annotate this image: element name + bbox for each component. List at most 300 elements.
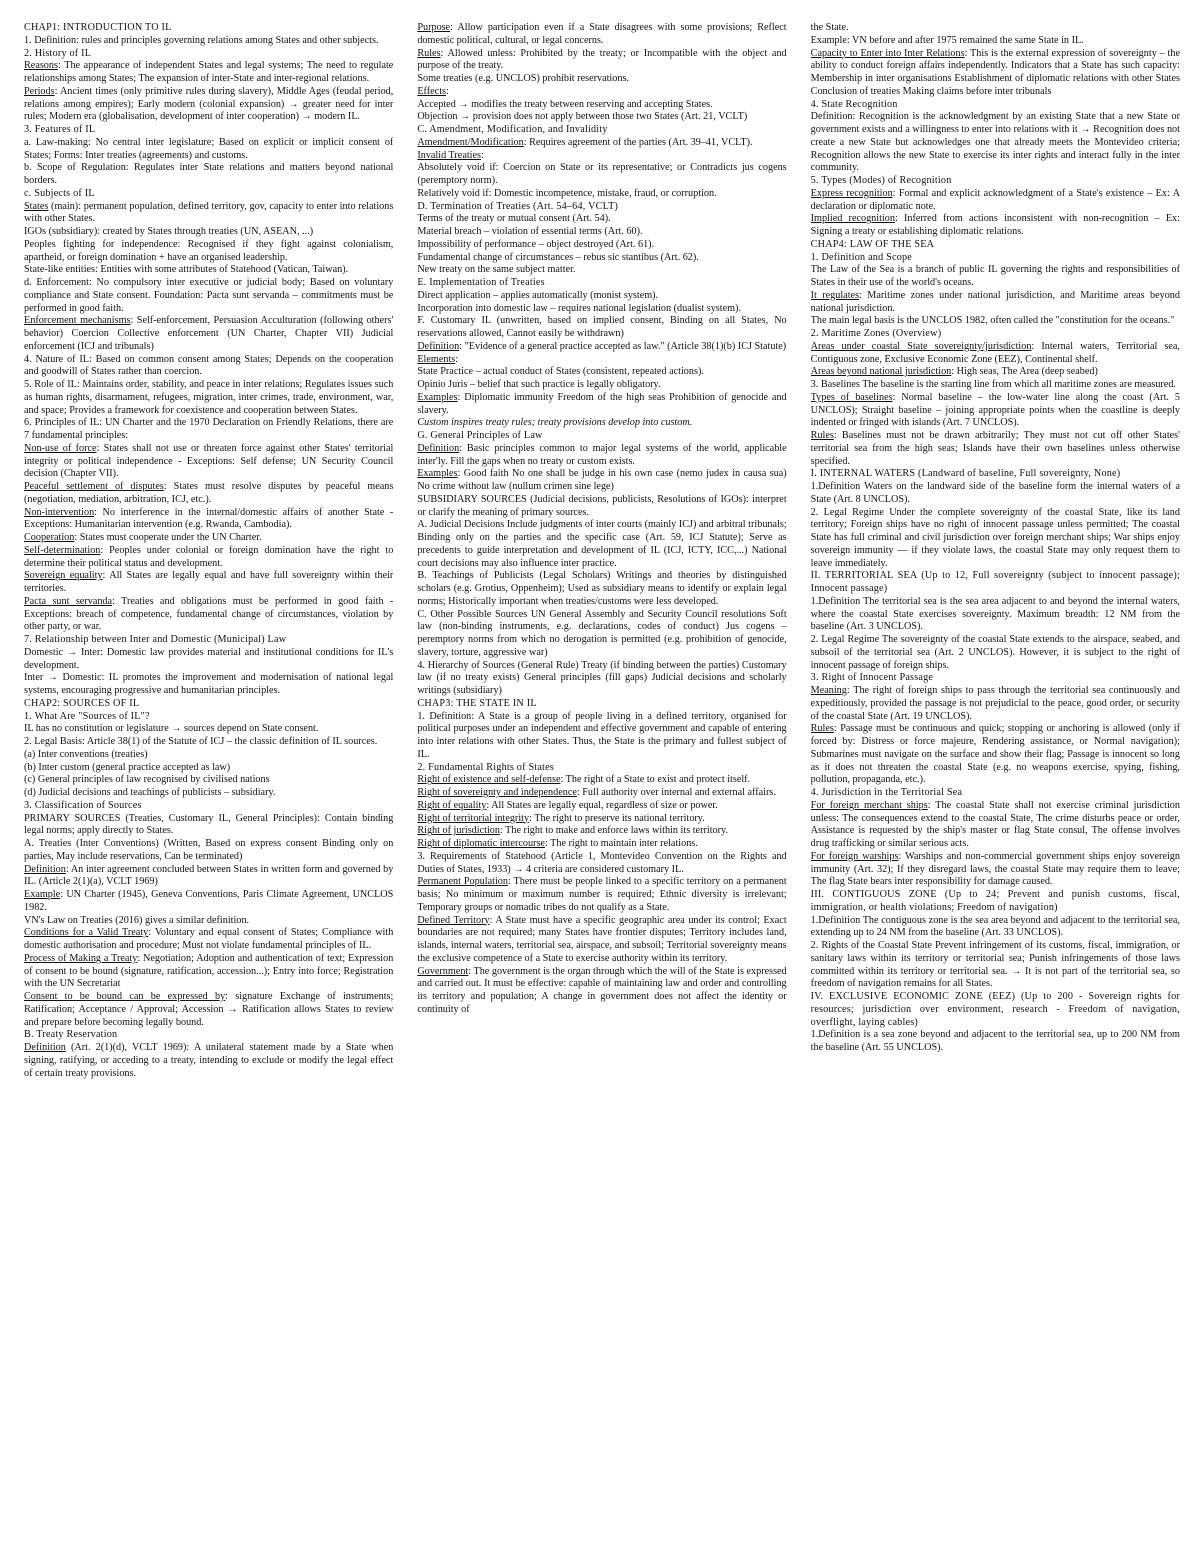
underlined-term: Purpose bbox=[417, 22, 451, 33]
paragraph-text: D. Termination of Treaties (Art. 54–64, VCLT) bbox=[417, 200, 619, 212]
paragraph-text: 3. Classification of Sources bbox=[24, 799, 142, 811]
paragraph-text: : The government is the organ through which the will of the State is expressed and carried out. It must be effective: capable of maintaining law and order and controlling its territory and population; A change in government does not affect the identity or continuity of bbox=[417, 965, 787, 1015]
paragraph-text: CHAP4: LAW OF THE SEA bbox=[810, 238, 935, 250]
paragraph-text: (d) Judicial decisions and teachings of publicists – subsidiary. bbox=[24, 787, 276, 798]
paragraph-text: : Voluntary and equal consent of States; Compliance with domestic authorisation and procedure; Must not violate fundamental principles of IL. bbox=[24, 927, 394, 951]
note-paragraph bbox=[417, 966, 786, 1017]
note-paragraph bbox=[417, 379, 786, 392]
underlined-term: Peaceful settlement of disputes bbox=[24, 481, 164, 492]
column-right bbox=[811, 22, 1180, 1543]
note-paragraph bbox=[24, 762, 393, 775]
note-paragraph bbox=[811, 481, 1180, 507]
paragraph-text: New treaty on the same subject matter. bbox=[417, 264, 576, 276]
note-paragraph bbox=[417, 787, 786, 800]
note-paragraph bbox=[24, 417, 393, 443]
paragraph-text: : The right to maintain inter relations. bbox=[544, 838, 698, 849]
note-paragraph bbox=[811, 22, 1180, 35]
note-paragraph bbox=[24, 723, 393, 736]
paragraph-text: State-like entities: Entities with some attributes of Statehood (Vatican, Taiwan). bbox=[24, 264, 349, 276]
note-paragraph bbox=[24, 749, 393, 762]
underlined-term: Implied recognition bbox=[810, 213, 895, 225]
note-paragraph bbox=[417, 86, 786, 99]
paragraph-text: 1.Definition The contiguous zone is the sea area beyond and adjacent to the territorial sea, extending up to 24 NM from the baseline (Art. 33 UNCLOS). bbox=[810, 914, 1180, 939]
paragraph-text: Peoples fighting for independence: Recognised if they fight against colonialism, apartheid, or foreign domination + have an organised leadership. bbox=[24, 238, 394, 263]
paragraph-text: 5. Types (Modes) of Recognition bbox=[810, 175, 952, 186]
note-paragraph bbox=[24, 60, 393, 86]
note-paragraph bbox=[811, 290, 1180, 316]
underlined-term: Periods bbox=[24, 85, 55, 97]
note-paragraph bbox=[811, 213, 1180, 239]
paragraph-text: : "Evidence of a general practice accepted as law." (Article 38(1)(b) ICJ Statute) bbox=[459, 340, 787, 352]
note-paragraph bbox=[417, 392, 786, 418]
note-paragraph bbox=[811, 48, 1180, 99]
note-paragraph bbox=[811, 1029, 1180, 1055]
paragraph-text: Objection → provision does not apply between those two States (Art. 21, VCLT) bbox=[417, 111, 748, 123]
section-heading bbox=[811, 991, 1180, 1029]
underlined-term: Capacity to Enter into Inter Relations bbox=[810, 47, 965, 59]
paragraph-text: : Self-enforcement, Persuasion Acculturation (following others' behavior) Coercion Collective enforcement (UN Charter, Chapter VII) Judicial enforcement (ICJ and tribunals) bbox=[24, 315, 394, 352]
note-paragraph bbox=[24, 137, 393, 163]
underlined-term: For foreign warships bbox=[810, 850, 899, 862]
note-paragraph bbox=[24, 35, 393, 48]
paragraph-text: Definition: Recognition is the acknowledgment by an existing State that a new State or government exists and a willingness to enter into relations with it → Recognition does not create a new State but acknowledges one that already meets the Montevideo criteria; Recognition allows the new State to exercise its inter rights and interact fully in the inter community. bbox=[810, 111, 1180, 174]
underlined-term: Right of sovereignty and independence bbox=[417, 787, 577, 798]
paragraph-text: : Maritime zones under national jurisdiction, and Maritime areas beyond national jurisdiction. bbox=[810, 289, 1180, 314]
paragraph-text: : bbox=[455, 353, 459, 365]
note-paragraph bbox=[24, 570, 393, 596]
note-paragraph bbox=[417, 774, 786, 787]
note-paragraph bbox=[811, 685, 1180, 723]
paragraph-text: B. Treaty Reservation bbox=[24, 1029, 118, 1041]
section-heading bbox=[24, 634, 393, 647]
note-paragraph bbox=[24, 647, 393, 673]
paragraph-text: : Formal and explicit acknowledgment of a State's existence – Ex: A declaration or diplomatic note. bbox=[810, 187, 1180, 212]
underlined-term: Example bbox=[24, 889, 61, 900]
note-paragraph bbox=[24, 787, 393, 800]
paragraph-text: : States shall not use or threaten force against other States' territorial integrity or political independence - Exceptions: Self defense; UN Security Council decision (Chapter VII). bbox=[24, 442, 394, 480]
section-heading bbox=[417, 430, 786, 443]
paragraph-text: 1. Definition and Scope bbox=[810, 251, 913, 263]
paragraph-text: 2. Legal Regime Under the complete sovereignty of the coastal State, like its land territory; Foreign ships have no right of innocent passage unless permitted; The coastal State has full criminal and civil jurisdiction over foreign merchant ships; War ships enjoy sovereign immunity — if they violate laws, the coastal State may only request them to leave immediately. bbox=[810, 506, 1180, 569]
note-paragraph bbox=[811, 366, 1180, 379]
note-paragraph bbox=[24, 507, 393, 533]
paragraph-text: State Practice – actual conduct of States (consistent, repeated actions). bbox=[417, 366, 704, 378]
section-heading bbox=[417, 762, 786, 775]
paragraph-text: II. TERRITORIAL SEA (Up to 12, Full sovereignty (subject to innocent passage); Innocent passage) bbox=[810, 570, 1180, 594]
underlined-term: Examples bbox=[417, 391, 458, 403]
underlined-term: Rules bbox=[810, 430, 834, 441]
underlined-term: Defined Territory bbox=[417, 914, 490, 926]
underlined-term: Right of jurisdiction bbox=[417, 825, 500, 837]
note-paragraph bbox=[417, 137, 786, 150]
section-heading bbox=[24, 800, 393, 813]
note-paragraph bbox=[417, 22, 786, 48]
paragraph-text: : States must resolve disputes by peaceful means (negotiation, mediation, arbitration, ICJ, etc.). bbox=[24, 481, 394, 505]
underlined-term: Areas under coastal State sovereignty/jurisdiction bbox=[810, 340, 1032, 352]
underlined-term: Government bbox=[417, 965, 469, 977]
underlined-term: Reasons bbox=[24, 60, 58, 72]
paragraph-text: : The right to make and enforce laws within its territory. bbox=[499, 825, 728, 837]
underlined-term: Effects bbox=[417, 85, 446, 97]
paragraph-text: Terms of the treaty or mutual consent (Art. 54). bbox=[417, 213, 611, 225]
underlined-term: It regulates bbox=[810, 289, 860, 301]
note-paragraph bbox=[417, 570, 786, 608]
section-heading bbox=[811, 175, 1180, 188]
note-paragraph bbox=[811, 315, 1180, 328]
underlined-term: Definition bbox=[417, 340, 460, 352]
note-paragraph bbox=[417, 813, 786, 826]
note-paragraph bbox=[24, 1042, 393, 1080]
note-paragraph bbox=[417, 150, 786, 163]
underlined-term: Definition bbox=[24, 863, 66, 875]
note-paragraph bbox=[417, 800, 786, 813]
paragraph-text: (main): permanent population, defined territory, gov, capacity to enter into relations with other States. bbox=[24, 200, 394, 225]
paragraph-text: F. Customary IL (unwritten, based on implied consent, Binding on all States, No reservations allowed, Cannot easily be withdrawn) bbox=[417, 315, 787, 339]
underlined-term: Permanent Population bbox=[417, 876, 508, 888]
note-paragraph bbox=[811, 851, 1180, 889]
note-paragraph bbox=[417, 354, 786, 367]
paragraph-text: IGOs (subsidiary): created by States through treaties (UN, ASEAN, ...) bbox=[24, 226, 314, 237]
underlined-term: Conditions for a Valid Treaty bbox=[24, 927, 149, 939]
underlined-term: Amendment/Modification bbox=[417, 136, 524, 148]
paragraph-text: : Allow participation even if a State disagrees with some provisions; Reflect domestic political, cultural, or legal concerns. bbox=[417, 22, 787, 46]
paragraph-text: The Law of the Sea is a branch of public IL governing the rights and responsibilities of States in their use of the world's oceans. bbox=[810, 264, 1180, 288]
note-paragraph bbox=[24, 927, 393, 953]
note-paragraph bbox=[417, 213, 786, 226]
note-paragraph bbox=[417, 494, 786, 520]
note-paragraph bbox=[811, 341, 1180, 367]
paragraph-text: 2. Rights of the Coastal State Prevent infringement of its customs, fiscal, immigration, or sanitary laws within its territory or territorial sea; Punish infringements of those laws committed within its territory or territorial sea. → It is not part of the territorial sea, so freedom of navigation remains for all States. bbox=[810, 940, 1180, 990]
paragraph-text: SUBSIDIARY SOURCES (Judicial decisions, publicists, Resolutions of IGOs): interpret or clarify the meaning of primary sources. bbox=[417, 493, 787, 518]
paragraph-text: : signature Exchange of instruments; Ratification; Acceptance / Approval; Accession → Ratification allows States to review and prepare before becoming legally bound. bbox=[24, 991, 394, 1028]
paragraph-text: : There must be people linked to a specific territory on a permanent basis; No minimum or maximum number is required; Ethnic diversity is irrelevant; Temporary groups or nomadic tribes do not qualify as a State. bbox=[417, 876, 787, 913]
paragraph-text: Impossibility of performance – object destroyed (Art. 61). bbox=[417, 238, 655, 250]
note-paragraph bbox=[417, 252, 786, 265]
note-paragraph bbox=[24, 277, 393, 315]
underlined-term: Pacta sunt servanda bbox=[24, 595, 113, 607]
paragraph-text: : All States are legally equal and have full sovereignty within their territories. bbox=[24, 570, 394, 594]
paragraph-text: (b) Inter custom (general practice accepted as law) bbox=[24, 761, 231, 773]
note-paragraph bbox=[24, 354, 393, 380]
paragraph-text: : All States are legally equal, regardless of size or power. bbox=[486, 799, 718, 811]
note-paragraph bbox=[24, 481, 393, 507]
note-paragraph bbox=[24, 813, 393, 839]
paragraph-text: : Treaties and obligations must be performed in good faith - Exceptions: breach of competence, fundamental change of circumstances, violation by other party, or war. bbox=[24, 595, 394, 633]
paragraph-text: : Good faith No one shall be judge in his own case (nemo judex in causa sua) No crime without law (nullum crimen sine lege) bbox=[417, 468, 787, 492]
paragraph-text: 4. Nature of IL: Based on common consent among States; Depends on the cooperation and goodwill of States rather than coercion. bbox=[24, 353, 394, 378]
note-paragraph bbox=[417, 226, 786, 239]
column-middle bbox=[417, 22, 786, 1543]
paragraph-text: A. Judicial Decisions Include judgments of inter courts (mainly ICJ) and arbitral tribunals; Binding only on the parties and the specific case (Art. 59, ICJ Statute); Serve as precedents to guide interpretation and development of IL (ICJ, ICTY, ICC,...) National court decisions may also influence inter practice. bbox=[417, 519, 787, 569]
note-paragraph bbox=[811, 634, 1180, 672]
paragraph-text: 2. Maritime Zones (Overview) bbox=[810, 328, 942, 339]
note-paragraph bbox=[24, 264, 393, 277]
paragraph-text: : Basic principles common to major legal systems of the world, applicable inter'ly. Fill the gaps when no treaty or custom exists. bbox=[417, 442, 787, 467]
note-paragraph bbox=[811, 111, 1180, 175]
underlined-term: Right of diplomatic intercourse bbox=[417, 838, 545, 849]
underlined-term: Definition bbox=[24, 1042, 66, 1053]
note-paragraph bbox=[417, 99, 786, 112]
note-paragraph bbox=[24, 315, 393, 353]
note-paragraph bbox=[417, 188, 786, 201]
paragraph-text: : The appearance of independent States and legal systems; The need to regulate relationships among States; The expansion of inter-State and inter-regional relations. bbox=[24, 60, 394, 84]
paragraph-text: b. Scope of Regulation: Regulates inter State relations and matters beyond national borders. bbox=[24, 162, 394, 186]
underlined-term: Types of baselines bbox=[810, 391, 893, 403]
note-paragraph bbox=[417, 876, 786, 914]
paragraph-text: CHAP2: SOURCES OF IL bbox=[24, 697, 140, 709]
section-heading bbox=[24, 48, 393, 61]
underlined-term: Rules bbox=[810, 723, 834, 735]
note-paragraph bbox=[24, 838, 393, 864]
paragraph-text: Opinio Juris – belief that such practice is legally obligatory. bbox=[417, 379, 661, 390]
paragraph-text: 3. Right of Innocent Passage bbox=[810, 672, 934, 684]
underlined-term: Meaning bbox=[810, 685, 847, 696]
note-paragraph bbox=[417, 366, 786, 379]
note-paragraph bbox=[417, 468, 786, 494]
paragraph-text: (Art. 2(1)(d), VCLT 1969): A unilateral statement made by a State when signing, ratifying, or acceding to a treaty, intending to exclude or modify the legal effect of certain treaty provisions. bbox=[24, 1042, 394, 1079]
note-paragraph bbox=[417, 660, 786, 698]
paragraph-text: the State. bbox=[810, 22, 849, 33]
paragraph-text: 2. History of IL bbox=[24, 47, 92, 59]
paragraph-text: : No interference in the internal/domestic affairs of another State - Exceptions: Humanitarian intervention (e.g. Rwanda, Cambodia). bbox=[24, 506, 394, 531]
note-paragraph bbox=[811, 430, 1180, 468]
underlined-term: Areas beyond national jurisdiction bbox=[810, 366, 952, 378]
note-paragraph bbox=[417, 315, 786, 341]
note-paragraph bbox=[24, 915, 393, 928]
paragraph-text: : Ancient times (only primitive rules during slavery), Middle Ages (feudal period, relations among empires); Early modern (colonial expansion) → greater need for inter rules; Modern era (globalisation, development of inter cooperation) → modern IL. bbox=[24, 85, 394, 123]
note-paragraph bbox=[417, 519, 786, 570]
section-heading bbox=[417, 201, 786, 214]
note-paragraph bbox=[24, 864, 393, 890]
note-paragraph bbox=[24, 736, 393, 749]
paragraph-text: Custom inspires treaty rules; treaty provisions develop into custom. bbox=[417, 417, 693, 429]
underlined-term: Consent to be bound can be expressed by bbox=[24, 991, 226, 1002]
note-paragraph bbox=[811, 507, 1180, 571]
note-paragraph bbox=[24, 596, 393, 634]
section-heading bbox=[811, 787, 1180, 800]
note-paragraph bbox=[417, 239, 786, 252]
paragraph-text: 4. State Recognition bbox=[810, 98, 898, 110]
underlined-term: Cooperation bbox=[24, 532, 75, 543]
section-heading bbox=[24, 124, 393, 137]
underlined-term: Self-determination bbox=[24, 544, 101, 556]
note-paragraph bbox=[417, 825, 786, 838]
underlined-term: Right of existence and self-defense bbox=[417, 774, 561, 786]
underlined-term: Enforcement mechanisms bbox=[24, 315, 131, 327]
paragraph-text: 4. Hierarchy of Sources (General Rule) Treaty (if binding between the parties) Customary law (if no treaty exists) General principles (fill gaps) Judicial decisions and scholarly writings (subsidiary) bbox=[417, 659, 787, 696]
paragraph-text: : Normal baseline – the low-water line along the coast (Art. 5 UNCLOS); Straight baseline – joining appropriate points when the coastline is deeply indented or fringed with islands (Art. 7 UNCLOS). bbox=[810, 391, 1180, 429]
note-paragraph bbox=[417, 609, 786, 660]
note-paragraph bbox=[24, 162, 393, 188]
underlined-term: For foreign merchant ships bbox=[810, 799, 928, 811]
note-paragraph bbox=[811, 379, 1180, 392]
note-paragraph bbox=[417, 341, 786, 354]
paragraph-text: 4. Jurisdiction in the Territorial Sea bbox=[810, 787, 963, 798]
underlined-term: Definition bbox=[417, 442, 460, 454]
paragraph-text: 2. Legal Regime The sovereignty of the coastal State extends to the airspace, seabed, and subsoil of the territorial sea (Art. 2 UNCLOS). However, it is subject to the right of innocent passage of foreign ships. bbox=[810, 634, 1180, 671]
note-paragraph bbox=[417, 915, 786, 966]
note-paragraph bbox=[417, 111, 786, 124]
paragraph-text: : bbox=[481, 149, 484, 161]
paragraph-text: Domestic → Inter: Domestic law provides material and institutional conditions for IL's development. bbox=[24, 646, 394, 671]
underlined-term: Express recognition bbox=[810, 187, 893, 199]
note-paragraph bbox=[417, 838, 786, 851]
paragraph-text: : Requires agreement of the parties (Art. 39–41, VCLT). bbox=[523, 136, 753, 148]
paragraph-text: : bbox=[446, 85, 449, 97]
paragraph-text: : Full authority over internal and external affairs. bbox=[576, 787, 776, 798]
section-heading bbox=[417, 698, 786, 711]
note-paragraph bbox=[24, 443, 393, 481]
note-paragraph bbox=[24, 201, 393, 227]
paragraph-text: 1.Definition The territorial sea is the sea area adjacent to and beyond the internal waters, where the coastal State exercises sovereignty. Maximum breadth: 12 NM from the baseline (Art. 3 UNCLOS). bbox=[810, 595, 1180, 633]
note-paragraph bbox=[811, 940, 1180, 991]
underlined-term: Non-use of force bbox=[24, 442, 97, 454]
paragraph-text: c. Subjects of IL bbox=[24, 187, 95, 199]
paragraph-text: : Allowed unless: Prohibited by the treaty; or Incompatible with the object and purpose of the treaty. bbox=[417, 47, 787, 72]
paragraph-text: Some treaties (e.g. UNCLOS) prohibit reservations. bbox=[417, 73, 629, 84]
paragraph-text: d. Enforcement: No compulsory inter executive or judicial body; Based on voluntary compliance and State consent. Foundation: Pacta sunt servanda – commitments must be performed in good faith. bbox=[24, 277, 394, 314]
paragraph-text: The main legal basis is the UNCLOS 1982, often called the "constitution for the oceans." bbox=[810, 315, 1175, 327]
paragraph-text: 1.Definition Waters on the landward side of the baseline form the internal waters of a State (Art. 8 UNCLOS). bbox=[810, 481, 1180, 505]
underlined-term: Invalid Treaties bbox=[417, 149, 481, 161]
note-paragraph bbox=[417, 851, 786, 877]
paragraph-text: Inter → Domestic: IL promotes the improvement and modernisation of national legal systems, encouraging progressive and humanitarian principles. bbox=[24, 672, 394, 696]
paragraph-text: : Warships and non-commercial government ships enjoy sovereign immunity (Art. 32); If they disregard laws, the coastal State may require them to leave; The flag State bears inter responsibility for damage caused. bbox=[810, 850, 1180, 888]
underlined-term: States bbox=[24, 200, 49, 212]
note-paragraph bbox=[24, 774, 393, 787]
paragraph-text: : UN Charter (1945), Geneva Conventions, Paris Climate Agreement, UNCLOS 1982. bbox=[24, 889, 394, 913]
note-paragraph bbox=[811, 392, 1180, 430]
paragraph-text: : Negotiation; Adoption and authentication of text; Expression of consent to be bound (signature, ratification, accession...); Entry into force; Registration with the UN Secretariat bbox=[24, 952, 394, 990]
paragraph-text: I. INTERNAL WATERS (Landward of baseline, Full sovereignty, None) bbox=[810, 468, 1121, 480]
note-paragraph bbox=[24, 672, 393, 698]
underlined-term: Examples bbox=[417, 468, 458, 480]
section-heading bbox=[811, 99, 1180, 112]
section-heading bbox=[811, 889, 1180, 915]
paragraph-text: 3. Baselines The baseline is the starting line from which all maritime zones are measured. bbox=[810, 379, 1176, 390]
paragraph-text: 1. What Are "Sources of IL"? bbox=[24, 710, 150, 722]
paragraph-text: Incorporation into domestic law – requires national legislation (dualist system). bbox=[417, 302, 741, 314]
paragraph-text: 6. Principles of IL: UN Charter and the 1970 Declaration on Friendly Relations, there are 7 fundamental principles: bbox=[24, 417, 394, 441]
paragraph-text: B. Teachings of Publicists (Legal Scholars) Writings and theories by distinguished scholars (e.g. Grotius, Oppenheim); Used as subsidiary means to identify or explain legal norms; Historically important when treaties/customs were less developed. bbox=[417, 570, 787, 607]
paragraph-text: : Baselines must not be drawn arbitrarily; They must not cut off other States' territorial sea from the high seas; Islands have their own baselines unless otherwise specified. bbox=[810, 430, 1180, 467]
paragraph-text: a. Law-making: No central inter legislature; Based on explicit or implicit consent of States; Forms: Inter treaties (agreements) and customs. bbox=[24, 136, 394, 161]
section-heading bbox=[417, 124, 786, 137]
paragraph-text: 1. Definition: rules and principles governing relations among States and other subjects. bbox=[24, 34, 379, 46]
note-paragraph bbox=[24, 953, 393, 991]
section-heading bbox=[811, 570, 1180, 596]
note-paragraph bbox=[417, 303, 786, 316]
paragraph-text: PRIMARY SOURCES (Treaties, Customary IL, General Principles): Contain binding legal norms; apply directly to States. bbox=[24, 812, 394, 837]
paragraph-text: (c) General principles of law recognised by civilised nations bbox=[24, 774, 270, 786]
section-heading bbox=[811, 672, 1180, 685]
section-heading bbox=[24, 711, 393, 724]
section-heading bbox=[811, 239, 1180, 252]
paragraph-text: 3. Features of IL bbox=[24, 124, 96, 135]
note-paragraph bbox=[24, 86, 393, 124]
paragraph-text: Accepted → modifies the treaty between reserving and accepting States. bbox=[417, 98, 713, 110]
underlined-term: Non-intervention bbox=[24, 506, 95, 518]
note-paragraph bbox=[811, 800, 1180, 851]
column-left bbox=[24, 22, 393, 1543]
paragraph-text: III. CONTIGUOUS ZONE (Up to 24; Prevent and punish customs, fiscal, immigration, or health violations; Freedom of navigation) bbox=[810, 889, 1180, 913]
paragraph-text: Absolutely void if: Coercion on State or its representative; or Contradicts jus cogens (peremptory norm). bbox=[417, 162, 787, 186]
paragraph-text: : High seas, The Area (deep seabed) bbox=[951, 366, 1098, 378]
underlined-term: Sovereign equality bbox=[24, 570, 103, 582]
note-paragraph bbox=[24, 991, 393, 1029]
paragraph-text: 7. Relationship between Inter and Domestic (Municipal) Law bbox=[24, 634, 287, 645]
section-heading bbox=[811, 252, 1180, 265]
note-paragraph bbox=[417, 73, 786, 86]
paragraph-text: C. Other Possible Sources UN General Assembly and Security Council resolutions Soft law (non-binding instruments, e.g. declarations, codes of conduct) Jus cogens – peremptory norms from which no derogation is permitted (e.g. prohibition of genocide, slavery, torture, aggressive war) bbox=[417, 608, 787, 658]
section-heading bbox=[24, 1029, 393, 1042]
paragraph-text: : A State must have a specific geographic area under its control; Exact boundaries are not required; many States have frontier disputes; Territory includes land, islands, internal waters, territorial sea, airspace, and subsoil; Territorial sovereignty means the exclusive competence of a State to exercise authority within its territory. bbox=[417, 914, 787, 964]
note-paragraph bbox=[417, 264, 786, 277]
paragraph-text: : The coastal State shall not exercise criminal jurisdiction unless: The consequences extend to the coastal State, The crime disturbs peace or order, Assistance is requested by the ship's master or flag State consul, The offense involves drug trafficking or similar serious acts. bbox=[810, 799, 1180, 849]
note-paragraph bbox=[811, 915, 1180, 941]
section-heading bbox=[24, 22, 393, 35]
note-paragraph bbox=[417, 417, 786, 430]
paragraph-text: : Diplomatic immunity Freedom of the high seas Prohibition of genocide and slavery. bbox=[417, 391, 787, 416]
note-paragraph bbox=[811, 35, 1180, 48]
paragraph-text: C. Amendment, Modification, and Invalidity bbox=[417, 124, 608, 135]
note-paragraph bbox=[811, 188, 1180, 214]
note-paragraph bbox=[24, 379, 393, 417]
paragraph-text: : Peoples under colonial or foreign domination have the right to determine their political status and development. bbox=[24, 544, 394, 569]
underlined-term: Rules bbox=[417, 47, 441, 59]
paragraph-text: Example: VN before and after 1975 remained the same State in IL. bbox=[810, 34, 1084, 46]
section-heading bbox=[24, 698, 393, 711]
note-paragraph bbox=[811, 264, 1180, 290]
note-paragraph bbox=[24, 226, 393, 239]
paragraph-text: Fundamental change of circumstances – rebus sic stantibus (Art. 62). bbox=[417, 251, 699, 263]
paragraph-text: : States must cooperate under the UN Charter. bbox=[74, 532, 262, 543]
paragraph-text: IL has no constitution or legislature → sources depend on State consent. bbox=[24, 723, 319, 735]
note-paragraph bbox=[417, 711, 786, 762]
paragraph-text: : An inter agreement concluded between States in written form and governed by IL. (Article 2(1)(a), VCLT 1969) bbox=[24, 863, 394, 888]
paragraph-text: Relatively void if: Domestic incompetence, mistake, fraud, or corruption. bbox=[417, 187, 717, 199]
note-paragraph bbox=[417, 162, 786, 188]
paragraph-text: 1. Definition: A State is a group of people living in a defined territory, organised for political purposes under an independent and effective government and capable of entering into inter relations with other States. Thus, the State is the primary and fullest subject of IL. bbox=[417, 710, 787, 760]
paragraph-text: 5. Role of IL: Maintains order, stability, and peace in inter relations; Regulates issues such as human rights, disarmament, refugees, migration, inter crimes, trade, environment, war, and space; Provides a framework for coexistence and cooperation between States. bbox=[24, 379, 394, 416]
section-heading bbox=[24, 188, 393, 201]
paragraph-text: VN's Law on Treaties (2016) gives a similar definition. bbox=[24, 914, 250, 926]
underlined-term: Right of territorial integrity bbox=[417, 812, 530, 824]
paragraph-text: (a) Inter conventions (treaties) bbox=[24, 748, 148, 760]
note-paragraph bbox=[24, 532, 393, 545]
paragraph-text: : The right of a State to exist and protect itself. bbox=[560, 774, 751, 786]
section-heading bbox=[811, 328, 1180, 341]
paragraph-text: A. Treaties (Inter Conventions) (Written, Based on express consent Binding only on parties, May include reservations, Can be terminated) bbox=[24, 838, 394, 862]
paragraph-text: : Passage must be continuous and quick; stopping or anchoring is allowed (only if forced by: Distress or force majeure, Rendering assistance, or Normal navigation); Submarines must navigate on the surface and show their flag; Passage is innocent so long as it does not threaten the coastal State (e.g. no weapons exercise, spying, fishing, pollution, propaganda, etc.). bbox=[810, 723, 1180, 786]
underlined-term: Right of equality bbox=[417, 799, 487, 811]
note-paragraph bbox=[417, 443, 786, 469]
paragraph-text: : Internal waters, Territorial sea, Contiguous zone, Exclusive Economic Zone (EEZ), Continental shelf. bbox=[810, 340, 1180, 365]
paragraph-text: 2. Fundamental Rights of States bbox=[417, 761, 554, 773]
paragraph-text: 1.Definition is a sea zone beyond and adjacent to the territorial sea, up to 200 NM from the baseline (Art. 55 UNCLOS). bbox=[810, 1029, 1180, 1053]
note-paragraph bbox=[24, 889, 393, 915]
section-heading bbox=[811, 468, 1180, 481]
paragraph-text: Direct application – applies automatically (monist system). bbox=[417, 289, 659, 301]
paragraph-text: 3. Requirements of Statehood (Article 1, Montevideo Convention on the Rights and Duties of States, 1933) → 4 criteria are considered customary IL. bbox=[417, 850, 787, 875]
note-paragraph bbox=[811, 723, 1180, 787]
section-heading bbox=[417, 277, 786, 290]
underlined-term: Process of Making a Treaty bbox=[24, 952, 138, 964]
paragraph-text: : The right of foreign ships to pass through the territorial sea continuously and expeditiously, provided the passage is not prejudicial to the peace, good order, or security of the coastal State (Art. 19 UNCLOS). bbox=[810, 685, 1180, 722]
paragraph-text: : This is the external expression of sovereignty – the ability to conduct foreign affairs independently. Indicators that a State has such capacity: Membership in inter organisations Establishment of diplomatic relations with other States Conclusion of treaties Making claims before inter tribunals bbox=[810, 47, 1180, 97]
paragraph-text: 2. Legal Basis: Article 38(1) of the Statute of ICJ – the classic definition of IL sources. bbox=[24, 736, 378, 747]
paragraph-text: IV. EXCLUSIVE ECONOMIC ZONE (EEZ) (Up to 200 - Sovereign rights for resources; jurisdiction over environment, research - Freedom of navigation, overflight, laying cables) bbox=[810, 991, 1180, 1028]
